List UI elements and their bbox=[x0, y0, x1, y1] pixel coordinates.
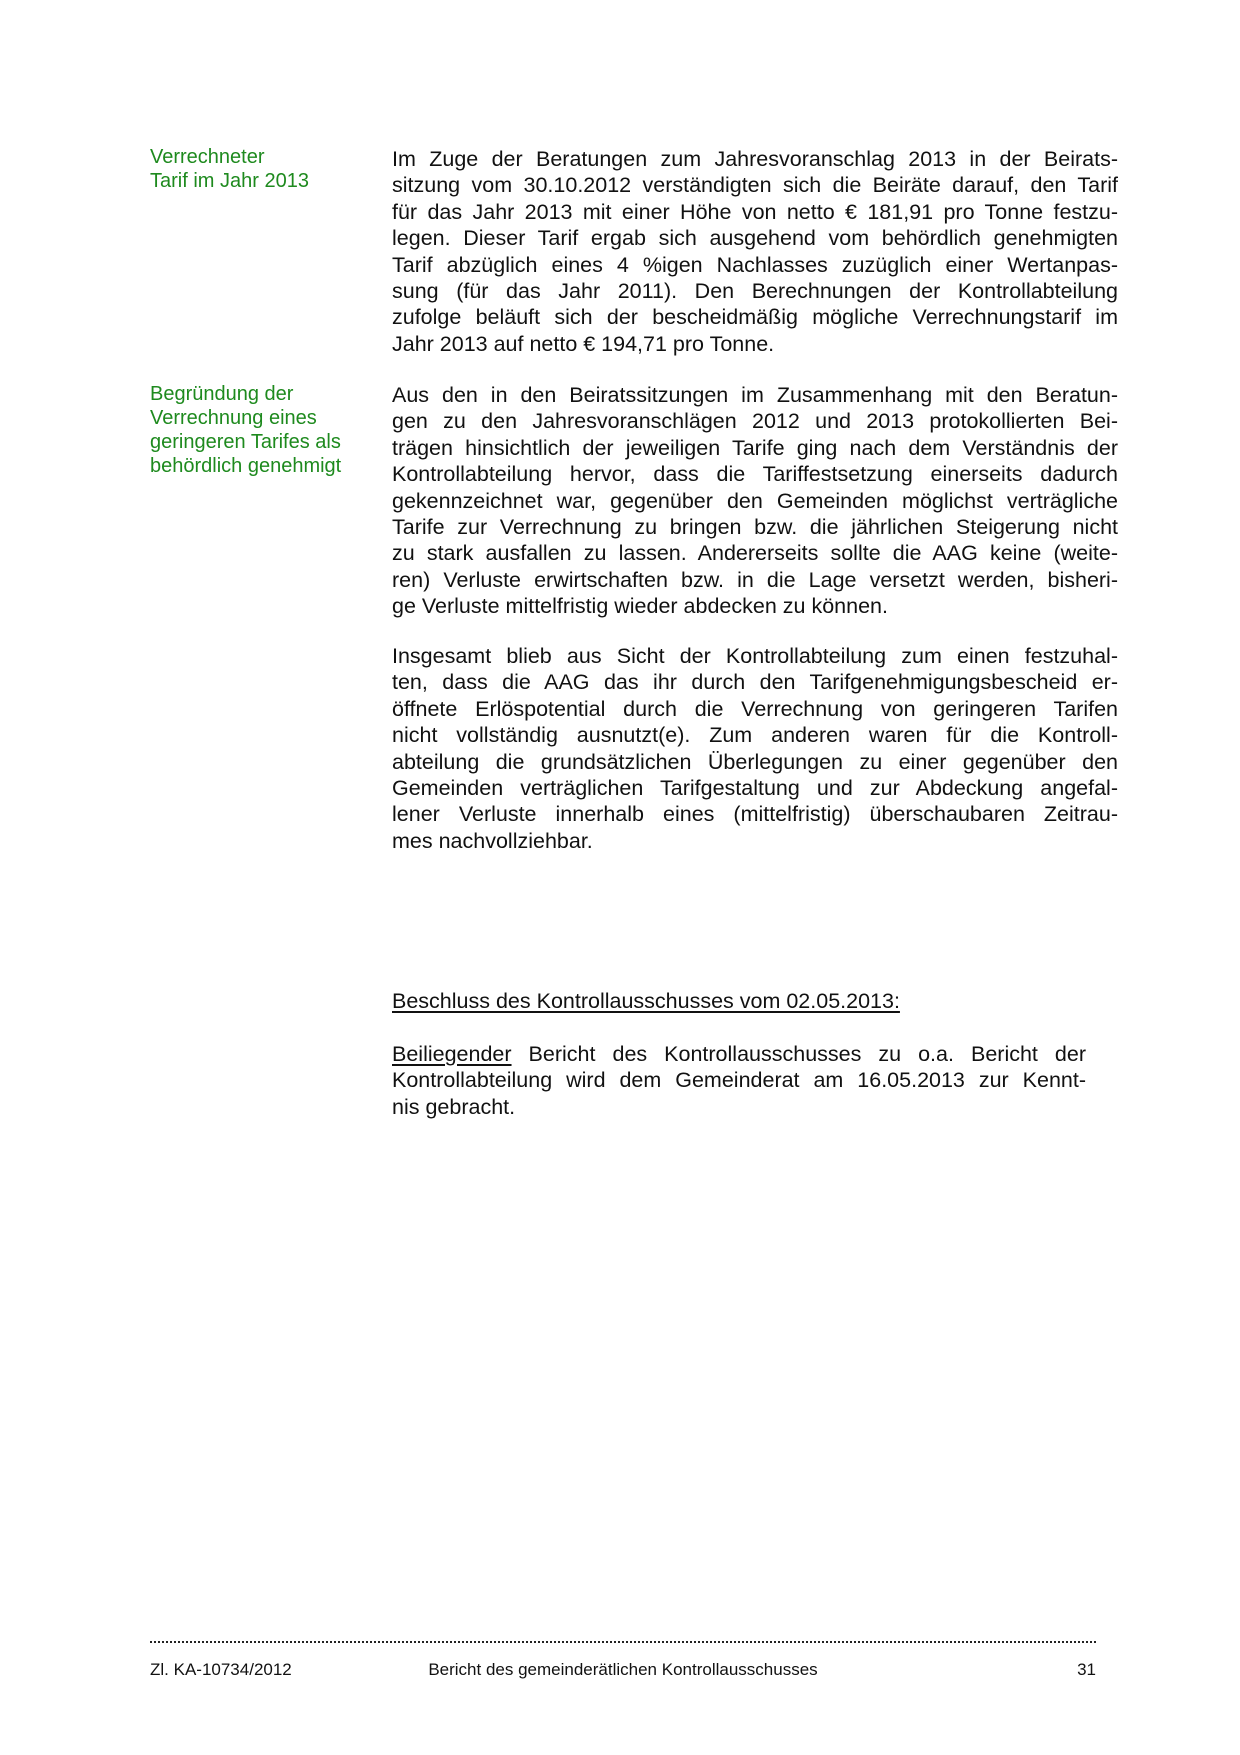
footer-title: Bericht des gemeinderätlichen Kontrollausschusses bbox=[428, 1660, 818, 1679]
paragraph-line: ten, dass die AAG das ihr durch den Tarifgenehmigungsbescheid er- bbox=[392, 670, 1118, 695]
resolution-line-1-rest: Bericht des Kontrollausschusses zu o.a. Bericht der bbox=[511, 1042, 1086, 1066]
resolution-line-1 bbox=[392, 1041, 1086, 1067]
resolution-line-2: Kontrollabteilung wird dem Gemeinderat am 16.05.2013 zur Kennt- bbox=[392, 1068, 1086, 1093]
footer-page-number: 31 bbox=[1077, 1660, 1096, 1679]
paragraph-line: Jahr 2013 auf netto € 194,71 pro Tonne. bbox=[392, 331, 775, 356]
paragraph-line: gen zu den Jahresvoranschlägen 2012 und 2013 protokollierten Bei- bbox=[392, 409, 1118, 434]
paragraph-line: Aus den in den Beiratssitzungen im Zusammenhang mit den Beratun- bbox=[392, 383, 1118, 407]
margin-note-line: behördlich genehmigt bbox=[150, 455, 342, 477]
margin-note-verrechneter-tarif bbox=[150, 145, 360, 193]
paragraph-line: Tarif abzüglich eines 4 %igen Nachlasses zuzüglich einer Wertanpas- bbox=[392, 252, 1118, 277]
margin-note-line: Verrechnung eines bbox=[150, 407, 317, 429]
footer-dotted-rule bbox=[150, 1641, 1096, 1643]
paragraph-line: ren) Verluste erwirtschaften bzw. in die Lage versetzt werden, bisheri- bbox=[392, 567, 1118, 592]
footer-reference-number: Zl. KA-10734/2012 bbox=[150, 1660, 292, 1679]
paragraph-line: legen. Dieser Tarif ergab sich ausgehend vom behördlich genehmigten bbox=[392, 226, 1118, 251]
resolution-heading: Beschluss des Kontrollausschusses vom 02.05.2013: bbox=[392, 989, 900, 1013]
resolution-text bbox=[392, 1041, 1086, 1120]
paragraph-line: abteilung die grundsätzlichen Überlegungen zu einer gegenüber den bbox=[392, 749, 1118, 774]
paragraph-line: trägen hinsichtlich der jeweiligen Tarife ging nach dem Verständnis der bbox=[392, 435, 1118, 460]
margin-note-line: Begründung der bbox=[150, 383, 294, 405]
margin-note-line: geringeren Tarifes als bbox=[150, 431, 341, 453]
paragraph-line: Im Zuge der Beratungen zum Jahresvoranschlag 2013 in der Beirats- bbox=[392, 147, 1118, 171]
paragraph-tarif-2013 bbox=[392, 146, 1118, 357]
margin-note-begruendung bbox=[150, 382, 360, 478]
paragraph-line: für das Jahr 2013 mit einer Höhe von netto € 181,91 pro Tonne festzu- bbox=[392, 199, 1118, 224]
paragraph-line: nicht vollständig ausnutzt(e). Zum anderen waren für die Kontroll- bbox=[392, 723, 1118, 748]
paragraph-line: sung (für das Jahr 2011). Den Berechnungen der Kontrollabteilung bbox=[392, 278, 1118, 303]
paragraph-line: Tarife zur Verrechnung zu bringen bzw. die jährlichen Steigerung nicht bbox=[392, 514, 1118, 539]
paragraph-line: sitzung vom 30.10.2012 verständigten sich die Beiräte darauf, den Tarif bbox=[392, 173, 1118, 198]
paragraph-line: lener Verluste innerhalb eines (mittelfristig) überschaubaren Zeitrau- bbox=[392, 802, 1118, 827]
margin-note-line: Verrechneter bbox=[150, 146, 265, 168]
paragraph-line: Gemeinden verträglichen Tarifgestaltung und zur Abdeckung angefal- bbox=[392, 775, 1118, 800]
paragraph-line: mes nachvollziehbar. bbox=[392, 828, 593, 853]
paragraph-line: zu stark ausfallen zu lassen. Andererseits sollte die AAG keine (weite- bbox=[392, 541, 1118, 566]
paragraph-line: Kontrollabteilung hervor, dass die Tariffestsetzung einerseits dadurch bbox=[392, 462, 1118, 487]
paragraph-line: öffnete Erlöspotential durch die Verrechnung von geringeren Tarifen bbox=[392, 696, 1118, 721]
paragraph-line: gekennzeichnet war, gegenüber den Gemeinden möglichst verträgliche bbox=[392, 488, 1118, 513]
resolution-underlined-word: Beiliegender bbox=[392, 1042, 512, 1066]
resolution-line-3: nis gebracht. bbox=[392, 1094, 516, 1119]
paragraph-line: zufolge beläuft sich der bescheidmäßig mögliche Verrechnungstarif im bbox=[392, 305, 1118, 330]
margin-note-line: Tarif im Jahr 2013 bbox=[150, 170, 309, 192]
paragraph-insgesamt bbox=[392, 643, 1118, 854]
paragraph-beiratssitzungen bbox=[392, 382, 1118, 620]
paragraph-line: ge Verluste mittelfristig wieder abdecken zu können. bbox=[392, 594, 888, 619]
paragraph-line: Insgesamt blieb aus Sicht der Kontrollabteilung zum einen festzuhal- bbox=[392, 644, 1118, 668]
